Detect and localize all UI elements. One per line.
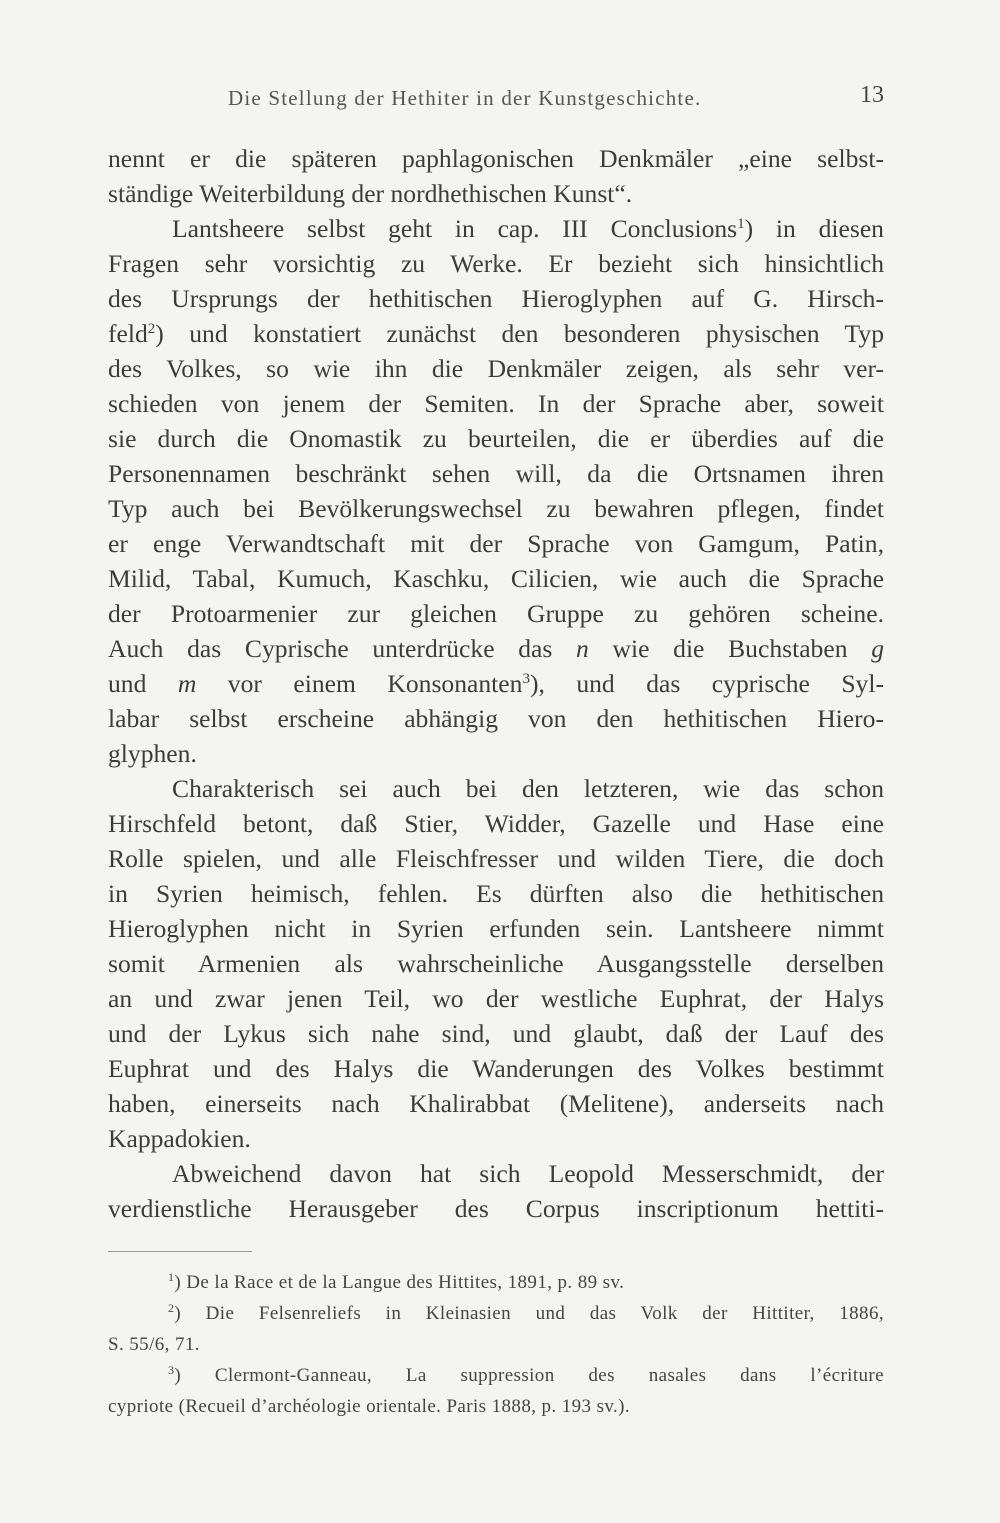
text-fragment: Lantsheere selbst geht in cap. III Conclusions [172, 214, 738, 243]
text-line: Hirschfeld betont, daß Stier, Widder, Gazelle und Hase eine [108, 809, 884, 838]
text-line: Hieroglyphen nicht in Syrien erfunden sein. Lantsheere nimmt [108, 914, 884, 943]
italic-letter: m [177, 669, 197, 698]
text-line: an und zwar jenen Teil, wo der westliche Euphrat, der Halys [108, 984, 884, 1013]
text-line: Abweichend davon hat sich Leopold Messerschmidt, der [172, 1159, 884, 1188]
footnote-text: ) De la Race et de la Langue des Hittites, 1891, p. 89 sv. [174, 1272, 625, 1293]
footnote-3-continued: cypriote (Recueil d’archéologie orientale. Paris 1888, p. 193 sv.). [108, 1396, 631, 1417]
footnote-mark: 1 [168, 1270, 175, 1284]
footnote-text: ) Clermont-Ganneau, La suppression des nasales dans l’écriture [174, 1365, 884, 1386]
text-line: der Protoarmenier zur gleichen Gruppe zu gehören scheine. [108, 599, 884, 628]
footnote-2-continued: S. 55/6, 71. [108, 1334, 200, 1355]
text-fragment: wie die Buchstaben [588, 634, 872, 663]
footnote-ref: 2 [147, 321, 156, 337]
text-fragment: Auch das Cyprische unterdrücke das [108, 634, 577, 663]
footnote-mark: 2 [168, 1301, 175, 1315]
text-line: ständige Weiterbildung der nordhethischen Kunst“. [108, 179, 633, 208]
footnote-ref: 1 [737, 216, 745, 232]
footnote-1 [108, 1267, 884, 1298]
text-line [108, 316, 884, 351]
text-fragment: ) und konstatiert zunächst den besonderen physischen Typ [155, 319, 884, 348]
footnote-text: ) Die Felsenreliefs in Kleinasien und das Volk der Hittiter, 1886, [174, 1303, 884, 1324]
text-line: sie durch die Onomastik zu beurteilen, die er überdies auf die [108, 424, 884, 453]
text-line: Typ auch bei Bevölkerungswechsel zu bewahren pflegen, findet [108, 494, 884, 523]
text-line: nennt er die späteren paphlagonischen Denkmäler „eine selbst- [108, 144, 884, 173]
text-line: in Syrien heimisch, fehlen. Es dürften also die hethitischen [108, 879, 884, 908]
text-fragment: vor einem Konsonanten [196, 669, 523, 698]
italic-letter: g [871, 634, 884, 663]
footnote-2 [108, 1298, 884, 1329]
text-line [108, 631, 884, 666]
footnote-3 [108, 1360, 884, 1391]
text-line: er enge Verwandtschaft mit der Sprache von Gamgum, Patin, [108, 529, 884, 558]
text-line: des Volkes, so wie ihn die Denkmäler zeigen, als sehr ver- [108, 354, 884, 383]
text-line: Personennamen beschränkt sehen will, da die Ortsnamen ihren [108, 459, 884, 488]
text-fragment: und [108, 669, 178, 698]
text-line: Euphrat und des Halys die Wanderungen des Volkes bestimmt [108, 1054, 884, 1083]
text-line: verdienstliche Herausgeber des Corpus inscriptionum hettiti- [108, 1194, 884, 1223]
text-line: Milid, Tabal, Kumuch, Kaschku, Cilicien, wie auch die Sprache [108, 564, 884, 593]
text-line: Rolle spielen, und alle Fleischfresser und wilden Tiere, die doch [108, 844, 884, 873]
text-line: labar selbst erscheine abhängig von den hethitischen Hiero- [108, 704, 884, 733]
page-number: 13 [860, 82, 884, 108]
text-line: glyphen. [108, 739, 197, 768]
italic-letter: n [576, 634, 589, 663]
text-line: Fragen sehr vorsichtig zu Werke. Er bezieht sich hinsichtlich [108, 249, 884, 278]
body-text [108, 141, 884, 1226]
text-line: schieden von jenem der Semiten. In der Sprache aber, soweit [108, 389, 884, 418]
text-line [108, 666, 884, 701]
text-fragment: ) in diesen [744, 214, 884, 243]
text-line: haben, einerseits nach Khalirabbat (Melitene), anderseits nach [108, 1089, 884, 1118]
text-line: Kappadokien. [108, 1124, 251, 1153]
text-line: somit Armenien als wahrscheinliche Ausgangsstelle derselben [108, 949, 884, 978]
footnotes [108, 1267, 884, 1422]
text-fragment: feld [108, 319, 148, 348]
text-line [108, 211, 884, 246]
text-line: und der Lykus sich nahe sind, und glaubt, daß der Lauf des [108, 1019, 884, 1048]
text-line: des Ursprungs der hethitischen Hieroglyphen auf G. Hirsch- [108, 284, 884, 313]
page-header [108, 80, 884, 112]
text-line: Charakterisch sei auch bei den letzteren, wie das schon [172, 774, 884, 803]
footnote-divider [108, 1251, 252, 1252]
footnote-mark: 3 [168, 1363, 175, 1377]
text-fragment: ), und das cyprische Syl- [529, 669, 884, 698]
running-head: Die Stellung der Hethiter in der Kunstgeschichte. [228, 86, 702, 110]
footnote-ref: 3 [522, 671, 530, 687]
